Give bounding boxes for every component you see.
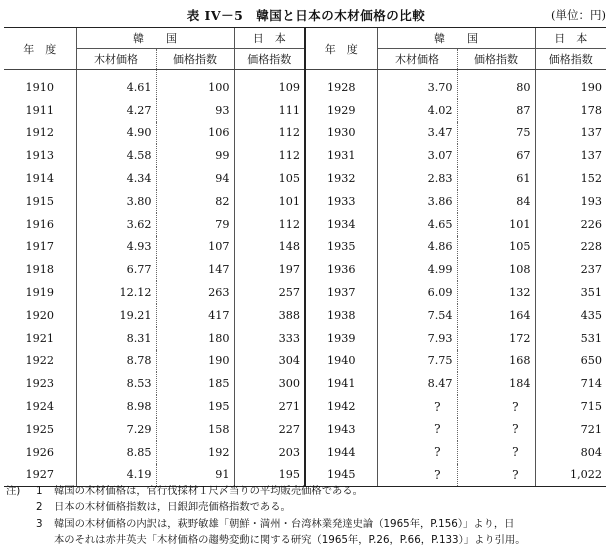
table-row: [4, 99, 606, 122]
japan-index-cell: 105: [234, 167, 305, 190]
japan-index-cell: 111: [234, 99, 305, 122]
korea-price-cell: 2.83: [377, 167, 457, 190]
year-cell: 1916: [25, 217, 54, 231]
japan-index-cell: 388: [234, 304, 305, 327]
japan-index-cell: 137: [535, 144, 606, 167]
korea-index-cell: 100: [156, 70, 234, 99]
korea-index-cell: 99: [156, 144, 234, 167]
japan-index-cell: 112: [234, 122, 305, 145]
japan-index-cell: 109: [234, 70, 305, 99]
korea-index-cell: 94: [156, 167, 234, 190]
korea-index-cell: 190: [156, 350, 234, 373]
table-row: [4, 350, 606, 373]
year-cell: 1945: [305, 464, 377, 487]
japan-index-cell: 101: [234, 190, 305, 213]
note-line-2: [6, 499, 606, 515]
korea-index-cell: 164: [457, 304, 535, 327]
table-row: [4, 236, 606, 259]
header-korea-right: 韓 国: [377, 28, 535, 49]
japan-index-cell: 304: [234, 350, 305, 373]
header-korea-left: 韓 国: [76, 28, 234, 49]
table-body: [4, 70, 606, 487]
korea-price-cell: 6.09: [377, 281, 457, 304]
year-cell: 1918: [25, 263, 54, 277]
notes: [6, 483, 606, 548]
japan-index-cell: 190: [535, 70, 606, 99]
korea-price-cell: 6.77: [76, 258, 156, 281]
table-row: [4, 281, 606, 304]
korea-index-cell: 158: [156, 418, 234, 441]
korea-index-cell: 108: [457, 258, 535, 281]
japan-index-cell: 1,022: [535, 464, 606, 487]
korea-price-cell: 4.34: [76, 167, 156, 190]
korea-index-cell: 93: [156, 99, 234, 122]
note-line-4: [6, 532, 606, 548]
year-cell: 1915: [25, 194, 54, 208]
year-cell: 1910: [25, 80, 54, 94]
year-cell: 1941: [305, 372, 377, 395]
korea-index-cell: 184: [457, 372, 535, 395]
note-number: 3: [36, 517, 43, 530]
korea-price-cell: 3.47: [377, 122, 457, 145]
korea-price-cell: 4.93: [76, 236, 156, 259]
korea-index-cell: 82: [156, 190, 234, 213]
korea-index-cell: 417: [156, 304, 234, 327]
korea-price-cell: 4.90: [76, 122, 156, 145]
korea-price-cell: 4.27: [76, 99, 156, 122]
korea-price-cell: 4.99: [377, 258, 457, 281]
korea-price-cell: 8.78: [76, 350, 156, 373]
header-korea-price-left: 木材価格: [76, 49, 156, 70]
year-cell: 1920: [25, 308, 54, 322]
korea-price-cell: 4.58: [76, 144, 156, 167]
korea-index-cell: 101: [457, 213, 535, 236]
header-year-right: 年 度: [305, 28, 377, 70]
japan-index-cell: 650: [535, 350, 606, 373]
japan-index-cell: 300: [234, 372, 305, 395]
year-cell: 1931: [305, 144, 377, 167]
note-text: 日本の木材価格指数は，日銀卸売価格指数である。: [54, 501, 291, 514]
table-row: [4, 190, 606, 213]
korea-index-cell: 180: [156, 327, 234, 350]
header-korea-index-right: 価格指数: [457, 49, 535, 70]
japan-index-cell: 137: [535, 122, 606, 145]
year-cell: 1933: [305, 190, 377, 213]
table-row: [4, 70, 606, 99]
japan-index-cell: 148: [234, 236, 305, 259]
table-row: [4, 327, 606, 350]
table-row: [4, 395, 606, 418]
korea-price-cell: 7.29: [76, 418, 156, 441]
japan-index-cell: 715: [535, 395, 606, 418]
header-korea-index-left: 価格指数: [156, 49, 234, 70]
year-cell: 1925: [25, 422, 54, 436]
korea-index-cell: 75: [457, 122, 535, 145]
header-japan-index-right: 価格指数: [535, 49, 606, 70]
note-line-1: [6, 483, 606, 499]
table-title: 表 IV－5 韓国と日本の木材価格の比較: [186, 8, 426, 23]
price-comparison-table: [4, 27, 606, 487]
japan-index-cell: 531: [535, 327, 606, 350]
korea-index-cell: 185: [156, 372, 234, 395]
year-cell: 1921: [25, 331, 54, 345]
korea-price-cell: 8.53: [76, 372, 156, 395]
korea-index-cell: ?: [457, 441, 535, 464]
year-cell: 1938: [305, 304, 377, 327]
korea-price-cell: ?: [377, 441, 457, 464]
header-korea-price-right: 木材価格: [377, 49, 457, 70]
japan-index-cell: 435: [535, 304, 606, 327]
korea-index-cell: 80: [457, 70, 535, 99]
korea-price-cell: 4.65: [377, 213, 457, 236]
year-cell: 1944: [305, 441, 377, 464]
year-cell: 1928: [305, 70, 377, 99]
korea-index-cell: 168: [457, 350, 535, 373]
year-cell: 1914: [25, 172, 54, 186]
korea-index-cell: 67: [457, 144, 535, 167]
korea-price-cell: 8.31: [76, 327, 156, 350]
note-number: 2: [36, 501, 43, 514]
table-row: [4, 258, 606, 281]
year-cell: 1930: [305, 122, 377, 145]
korea-index-cell: 195: [156, 395, 234, 418]
unit-label: (単位：円): [551, 8, 606, 22]
note-number: 1: [36, 485, 43, 497]
year-cell: 1942: [305, 395, 377, 418]
note-text: 韓国の木材価格の内訳は，萩野敏雄「朝鮮・満州・台湾林業発達史論（1965年，P.156）」より，日: [54, 517, 515, 530]
japan-index-cell: 152: [535, 167, 606, 190]
year-cell: 1934: [305, 213, 377, 236]
korea-price-cell: 3.70: [377, 70, 457, 99]
korea-price-cell: ?: [377, 395, 457, 418]
year-cell: 1912: [25, 126, 54, 140]
korea-price-cell: 3.07: [377, 144, 457, 167]
korea-price-cell: 3.86: [377, 190, 457, 213]
year-cell: 1940: [305, 350, 377, 373]
korea-price-cell: 8.85: [76, 441, 156, 464]
japan-index-cell: 112: [234, 213, 305, 236]
year-cell: 1932: [305, 167, 377, 190]
year-cell: 1937: [305, 281, 377, 304]
korea-price-cell: 8.98: [76, 395, 156, 418]
title-row: [0, 6, 612, 24]
korea-index-cell: 172: [457, 327, 535, 350]
korea-index-cell: 91: [156, 464, 234, 487]
korea-price-cell: 3.62: [76, 213, 156, 236]
korea-price-cell: 7.75: [377, 350, 457, 373]
korea-index-cell: 107: [156, 236, 234, 259]
japan-index-cell: 112: [234, 144, 305, 167]
korea-price-cell: 4.61: [76, 70, 156, 99]
japan-index-cell: 271: [234, 395, 305, 418]
japan-index-cell: 195: [234, 464, 305, 487]
japan-index-cell: 333: [234, 327, 305, 350]
year-cell: 1913: [25, 149, 54, 163]
korea-index-cell: 106: [156, 122, 234, 145]
table-row: [4, 418, 606, 441]
table-row: [4, 372, 606, 395]
note-continuation: 本のそれは赤井英夫「木材価格の趨勢変動に関する研究（1965年，P.26，P.66，P.133）」より引用。: [54, 533, 526, 546]
table-header: [4, 28, 606, 70]
korea-index-cell: 79: [156, 213, 234, 236]
korea-index-cell: 263: [156, 281, 234, 304]
table-row: [4, 167, 606, 190]
japan-index-cell: 804: [535, 441, 606, 464]
korea-index-cell: 192: [156, 441, 234, 464]
japan-index-cell: 351: [535, 281, 606, 304]
table-row: [4, 213, 606, 236]
header-japan-index-left: 価格指数: [234, 49, 305, 70]
year-cell: 1943: [305, 418, 377, 441]
korea-index-cell: 61: [457, 167, 535, 190]
korea-price-cell: 19.21: [76, 304, 156, 327]
japan-index-cell: 203: [234, 441, 305, 464]
japan-index-cell: 193: [535, 190, 606, 213]
korea-index-cell: 105: [457, 236, 535, 259]
korea-index-cell: ?: [457, 464, 535, 487]
korea-price-cell: 3.80: [76, 190, 156, 213]
table-row: [4, 122, 606, 145]
year-cell: 1939: [305, 327, 377, 350]
korea-price-cell: 4.86: [377, 236, 457, 259]
year-cell: 1911: [25, 103, 54, 117]
japan-index-cell: 714: [535, 372, 606, 395]
year-cell: 1936: [305, 258, 377, 281]
header-japan-right: 日 本: [535, 28, 606, 49]
korea-price-cell: 12.12: [76, 281, 156, 304]
japan-index-cell: 226: [535, 213, 606, 236]
year-cell: 1935: [305, 236, 377, 259]
japan-index-cell: 178: [535, 99, 606, 122]
year-cell: 1926: [25, 445, 54, 459]
korea-price-cell: 7.54: [377, 304, 457, 327]
korea-index-cell: 132: [457, 281, 535, 304]
japan-index-cell: 237: [535, 258, 606, 281]
table-row: [4, 304, 606, 327]
korea-index-cell: 147: [156, 258, 234, 281]
korea-price-cell: ?: [377, 464, 457, 487]
year-cell: 1919: [25, 286, 54, 300]
year-cell: 1924: [25, 400, 54, 414]
korea-price-cell: 4.02: [377, 99, 457, 122]
year-cell: 1917: [25, 240, 54, 254]
korea-index-cell: 87: [457, 99, 535, 122]
year-cell: 1923: [25, 377, 54, 391]
header-japan-left: 日 本: [234, 28, 305, 49]
korea-price-cell: 7.93: [377, 327, 457, 350]
japan-index-cell: 721: [535, 418, 606, 441]
note-text: 韓国の木材価格は，官行伐採材１尺〆当りの平均販売価格である。: [54, 485, 363, 497]
note-line-3: [6, 516, 606, 532]
korea-index-cell: ?: [457, 395, 535, 418]
header-year-left: 年 度: [4, 28, 76, 70]
japan-index-cell: 227: [234, 418, 305, 441]
year-cell: 1929: [305, 99, 377, 122]
note-mark: 注): [6, 485, 21, 497]
year-cell: 1927: [4, 464, 76, 487]
korea-price-cell: 8.47: [377, 372, 457, 395]
year-cell: 1922: [25, 354, 54, 368]
japan-index-cell: 228: [535, 236, 606, 259]
japan-index-cell: 197: [234, 258, 305, 281]
korea-index-cell: 84: [457, 190, 535, 213]
korea-price-cell: ?: [377, 418, 457, 441]
table-row: [4, 441, 606, 464]
japan-index-cell: 257: [234, 281, 305, 304]
korea-price-cell: 4.19: [76, 464, 156, 487]
korea-index-cell: ?: [457, 418, 535, 441]
table-row: [4, 144, 606, 167]
